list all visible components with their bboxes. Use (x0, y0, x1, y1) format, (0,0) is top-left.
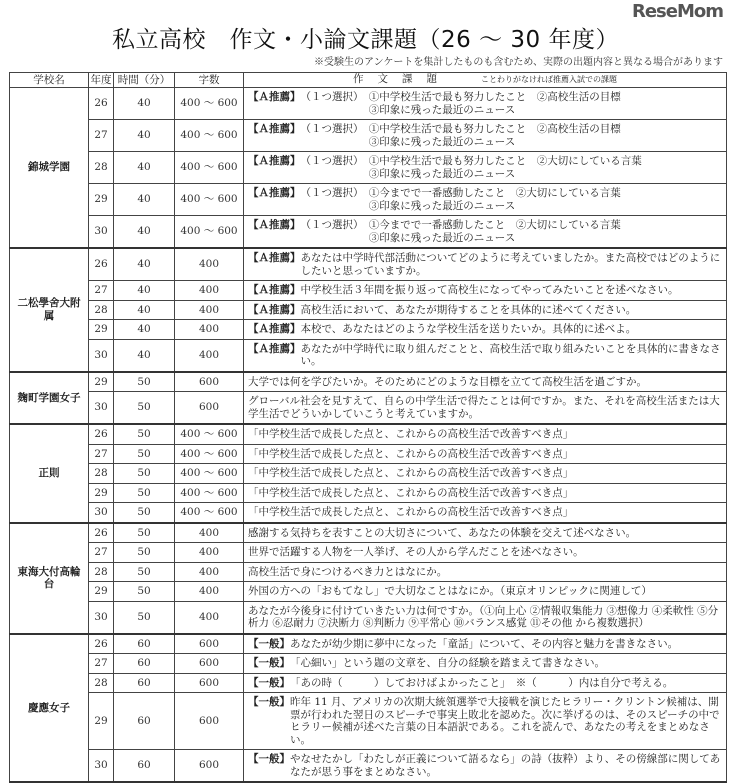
topic-cell (244, 601, 727, 634)
topic-tag: 【Ａ推薦】 (248, 91, 301, 103)
table-row (10, 503, 727, 523)
table-row (10, 601, 727, 634)
topic-content (248, 395, 722, 420)
year-cell: 27 (89, 281, 114, 301)
school-name: 麹町学園女子 (10, 372, 89, 425)
topic-content (248, 696, 722, 746)
year-cell: 29 (89, 184, 114, 216)
topic-line: 「心細い」という題の文章を、自分の経験を踏まえて書きなさい。 (290, 657, 605, 669)
time-cell: 50 (114, 523, 175, 543)
topic-cell (244, 300, 727, 320)
topic-select-note: （１つ選択） (300, 155, 369, 167)
char-count-cell: 400 (175, 339, 244, 372)
topic-cell (244, 654, 727, 674)
time-cell: 40 (114, 184, 175, 216)
topic-text (290, 696, 722, 746)
topic-content (248, 323, 722, 336)
topic-content (248, 304, 722, 317)
topic-tag: 【Ａ推薦】 (248, 252, 301, 264)
topic-text (369, 187, 621, 212)
topic-select-note: （１つ選択） (300, 187, 369, 199)
topic-text (290, 677, 673, 690)
topic-cell (244, 372, 727, 392)
year-cell: 30 (89, 216, 114, 249)
topic-cell (244, 152, 727, 184)
topic-cell (244, 503, 727, 523)
header-topic (244, 73, 727, 88)
table-row (10, 543, 727, 563)
year-cell: 28 (89, 300, 114, 320)
topic-text (369, 123, 621, 148)
topic-content (248, 123, 722, 148)
school-name: 慶應女子 (10, 634, 89, 783)
char-count-cell: 400 (175, 582, 244, 602)
topic-text (248, 566, 447, 579)
table-row (10, 673, 727, 693)
year-cell: 30 (89, 392, 114, 425)
topic-line: ③印象に残った最近のニュース (368, 231, 516, 244)
topic-tag: 【一般】 (248, 657, 290, 669)
table-row (10, 152, 727, 184)
time-cell: 40 (114, 120, 175, 152)
topic-cell (244, 120, 727, 152)
topic-text (290, 638, 678, 651)
table-row (10, 693, 727, 750)
topic-cell (244, 339, 727, 372)
topic-cell (244, 693, 727, 750)
topic-cell (244, 184, 727, 216)
topic-content (248, 376, 722, 389)
time-cell: 40 (114, 281, 175, 301)
header-topic-note: ことわりがなければ推薦入試での課題 (481, 75, 617, 85)
table-row (10, 281, 727, 301)
topic-line: ①中学校生活で最も努力したこと ②高校生活の目標 (368, 91, 621, 103)
topic-tag: 【一般】 (248, 696, 290, 708)
topic-line: ③印象に残った最近のニュース (368, 103, 516, 116)
topic-cell (244, 464, 727, 484)
topic-tag: 【一般】 (248, 753, 290, 765)
topic-tag: 【Ａ推薦】 (248, 187, 301, 199)
char-count-cell: 400 ～ 600 (175, 184, 244, 216)
time-cell: 40 (114, 320, 175, 340)
topic-tag: 【Ａ推薦】 (248, 323, 301, 335)
topic-content (248, 527, 722, 540)
char-count-cell: 400 ～ 600 (175, 216, 244, 249)
school-name: 正則 (10, 424, 89, 523)
char-count-cell: 400 ～ 600 (175, 152, 244, 184)
topic-line: ①中学校生活で最も努力したこと ②大切にしている言葉 (368, 155, 642, 167)
table-body (10, 88, 727, 783)
header-chars: 字数 (175, 73, 244, 88)
topic-line: ③印象に残った最近のニュース (368, 199, 516, 212)
char-count-cell: 400 ～ 600 (175, 464, 244, 484)
topic-content (248, 753, 722, 778)
topic-line: ③印象に残った最近のニュース (368, 167, 516, 180)
topic-content (248, 677, 722, 690)
year-cell: 26 (89, 88, 114, 120)
table-row (10, 300, 727, 320)
topic-content (248, 448, 722, 461)
topic-text (301, 304, 637, 317)
year-cell: 26 (89, 634, 114, 654)
topic-cell (244, 248, 727, 281)
topic-content (248, 506, 722, 519)
topic-cell (244, 216, 727, 249)
char-count-cell: 400 ～ 600 (175, 424, 244, 444)
year-cell: 28 (89, 562, 114, 582)
table-row (10, 444, 727, 464)
topic-line: 感謝する気持ちを表すことの大切さについて、あなたの体験を交えて述べなさい。 (248, 526, 637, 539)
topic-text (248, 448, 573, 461)
topic-text (248, 585, 652, 598)
header-time: 時間（分） (114, 73, 175, 88)
header-year: 年度 (90, 73, 112, 86)
topic-content (248, 219, 722, 244)
topic-text (369, 219, 621, 244)
time-cell: 50 (114, 562, 175, 582)
char-count-cell: 600 (175, 634, 244, 654)
topic-text (290, 753, 722, 778)
year-cell: 27 (89, 120, 114, 152)
year-cell: 27 (89, 654, 114, 674)
school-name: 東海大付高輪台 (10, 523, 89, 634)
char-count-cell: 400 (175, 281, 244, 301)
header-topic-label: 作文課題 (353, 73, 451, 86)
char-count-cell: 400 ～ 600 (175, 483, 244, 503)
table-row (10, 216, 727, 249)
time-cell: 40 (114, 300, 175, 320)
year-cell: 27 (89, 444, 114, 464)
topic-text (290, 657, 605, 670)
time-cell: 60 (114, 634, 175, 654)
topic-content (248, 467, 722, 480)
topic-cell (244, 634, 727, 654)
year-cell: 29 (89, 582, 114, 602)
year-cell: 27 (89, 543, 114, 563)
table-row (10, 424, 727, 444)
topic-line: 昨年 11 月、アメリカの次期大統領選挙で大接戦を演じたヒラリー・クリントン候補は、開票が行われた翌日のスピーチで事実上敗北を認めた。次に挙げるのは、そのスピーチの中でヒラリー候補が述べた言葉の日本語訳である。これを読んで、あなたの考えをまとめなさい。 (290, 696, 720, 746)
topic-cell (244, 750, 727, 783)
page-title: 私立高校 作文・小論文課題（26 ～ 30 年度） (112, 27, 619, 53)
time-cell: 50 (114, 444, 175, 464)
topic-content (248, 91, 722, 116)
topic-content (248, 155, 722, 180)
year-cell: 26 (89, 523, 114, 543)
char-count-cell: 400 (175, 248, 244, 281)
topic-text (248, 376, 647, 389)
table-row (10, 372, 727, 392)
time-cell: 60 (114, 654, 175, 674)
topic-cell (244, 483, 727, 503)
topic-content (248, 605, 722, 630)
school-name: 錦城学園 (10, 88, 89, 249)
topic-cell (244, 392, 727, 425)
topic-text (248, 506, 573, 519)
topic-content (248, 284, 722, 297)
char-count-cell: 400 ～ 600 (175, 120, 244, 152)
topic-content (248, 657, 722, 670)
table-row (10, 88, 727, 120)
time-cell: 50 (114, 464, 175, 484)
topic-tag: 【Ａ推薦】 (248, 342, 301, 355)
time-cell: 50 (114, 543, 175, 563)
char-count-cell: 600 (175, 372, 244, 392)
topic-line: 「中学校生活で成長した点と、これからの高校生活で改善すべき点」 (248, 447, 574, 460)
char-count-cell: 400 ～ 600 (175, 88, 244, 120)
topic-line: 「中学校生活で成長した点と、これからの高校生活で改善すべき点」 (248, 428, 574, 440)
char-count-cell: 400 (175, 543, 244, 563)
table-row (10, 562, 727, 582)
topic-text (301, 323, 637, 336)
time-cell: 40 (114, 339, 175, 372)
table-row (10, 582, 727, 602)
topic-tag: 【一般】 (248, 637, 290, 650)
time-cell: 60 (114, 673, 175, 693)
topic-content (248, 343, 722, 368)
topic-line: 高校生活において、あなたが期待することを具体的に述べてください。 (300, 303, 637, 316)
table-row (10, 750, 727, 783)
year-cell: 30 (89, 339, 114, 372)
year-cell: 29 (89, 320, 114, 340)
table-row (10, 634, 727, 654)
table-header-row (10, 73, 727, 88)
topic-content (248, 487, 722, 500)
char-count-cell: 600 (175, 693, 244, 750)
char-count-cell: 400 (175, 523, 244, 543)
char-count-cell: 400 (175, 601, 244, 634)
time-cell: 50 (114, 582, 175, 602)
table-row (10, 392, 727, 425)
topic-line: あなたが今後身に付けていきたい力は何ですか。（①向上心 ②情報収集能力 ③想像力 ④柔軟性 ⑤分析力 ⑥忍耐力 ⑦決断力 ⑧判断力 ⑨平常心 ⑩バランス感覚 ⑪その他 から複数選択） (248, 604, 719, 629)
char-count-cell: 600 (175, 750, 244, 783)
year-cell: 30 (89, 601, 114, 634)
year-cell: 29 (89, 372, 114, 392)
topic-line: 「あの時（ ）しておけばよかったこと」 ※（ ）内は自分で考える。 (290, 676, 674, 689)
topic-line: 高校生活で身につけるべき力とはなにか。 (248, 565, 448, 578)
table-row (10, 464, 727, 484)
topic-text (301, 343, 723, 368)
topic-text (369, 155, 642, 180)
table-row (10, 320, 727, 340)
topic-tag: 【Ａ推薦】 (248, 284, 301, 296)
topic-tag: 【一般】 (248, 676, 290, 689)
topic-text (248, 467, 573, 480)
char-count-cell: 400 (175, 562, 244, 582)
topic-cell (244, 281, 727, 301)
topic-line: グローバル社会を見すえて、自らの中学生活で得たことは何ですか。また、それを高校生活または大学生活でどういかしていこうと考えていますか。 (248, 395, 720, 420)
topic-tag: 【Ａ推薦】 (248, 303, 301, 316)
year-cell: 26 (89, 424, 114, 444)
topic-line: 「中学校生活で成長した点と、これからの高校生活で改善すべき点」 (248, 467, 574, 479)
topic-line: 世界で活躍する人物を一人挙げ、その人から学んだことを述べなさい。 (248, 546, 584, 558)
time-cell: 60 (114, 693, 175, 750)
topic-text (248, 546, 584, 559)
char-count-cell: 400 (175, 320, 244, 340)
char-count-cell: 600 (175, 654, 244, 674)
topic-content (248, 252, 722, 277)
topic-cell (244, 543, 727, 563)
time-cell: 60 (114, 750, 175, 783)
topic-text (369, 91, 621, 116)
topic-line: 中学校生活３年間を振り返って高校生になってやってみたいことを述べなさい。 (300, 284, 679, 296)
essay-topics-table (9, 72, 727, 783)
table-row (10, 248, 727, 281)
topic-content (248, 566, 722, 579)
disclaimer-note: ※受験生のアンケートを集計したものも含むため、実際の出題内容と異なる場合があります (314, 57, 723, 68)
header-school: 学校名 (10, 73, 89, 88)
year-cell: 28 (89, 152, 114, 184)
char-count-cell: 600 (175, 392, 244, 425)
topic-line: ①今までで一番感動したこと ②大切にしている言葉 (368, 187, 621, 199)
topic-text (301, 284, 679, 297)
topic-select-note: （１つ選択） (300, 123, 369, 135)
table-row (10, 523, 727, 543)
topic-tag: 【Ａ推薦】 (248, 219, 301, 231)
topic-text (248, 527, 636, 540)
topic-select-note: （１つ選択） (300, 219, 369, 231)
topic-cell (244, 562, 727, 582)
time-cell: 50 (114, 392, 175, 425)
time-cell: 50 (114, 483, 175, 503)
topic-text (248, 395, 722, 420)
topic-text (248, 487, 573, 500)
table-row (10, 120, 727, 152)
char-count-cell: 400 ～ 600 (175, 503, 244, 523)
year-cell: 26 (89, 248, 114, 281)
topic-content (248, 428, 722, 441)
table-row (10, 483, 727, 503)
char-count-cell: 400 ～ 600 (175, 444, 244, 464)
topic-line: ①今までで一番感動したこと ②大切にしている言葉 (368, 219, 621, 231)
topic-cell (244, 523, 727, 543)
topic-line: ①中学校生活で最も努力したこと ②高校生活の目標 (368, 123, 621, 135)
time-cell: 40 (114, 88, 175, 120)
topic-cell (244, 444, 727, 464)
topic-text (248, 605, 722, 630)
topic-line: あなたが幼少期に夢中になった「童話」について、その内容と魅力を書きなさい。 (290, 637, 679, 650)
topic-tag: 【Ａ推薦】 (248, 123, 301, 135)
time-cell: 40 (114, 152, 175, 184)
topic-line: 本校で、あなたはどのような学校生活を送りたいか。具体的に述べよ。 (300, 323, 637, 335)
year-cell: 28 (89, 464, 114, 484)
topic-line: ③印象に残った最近のニュース (368, 135, 516, 148)
table-row (10, 184, 727, 216)
topic-content (248, 585, 722, 598)
year-cell: 29 (89, 693, 114, 750)
school-name: 二松學舍大附属 (10, 248, 89, 372)
time-cell: 50 (114, 372, 175, 392)
time-cell: 50 (114, 424, 175, 444)
char-count-cell: 400 (175, 300, 244, 320)
topic-cell (244, 582, 727, 602)
year-cell: 29 (89, 483, 114, 503)
topic-content (248, 187, 722, 212)
topic-cell (244, 673, 727, 693)
topic-line: 大学では何を学びたいか。そのためにどのような目標を立てて高校生活を過ごすか。 (248, 375, 647, 388)
topic-content (248, 638, 722, 651)
year-cell: 28 (89, 673, 114, 693)
topic-line: あなたは中学時代部活動についてどのように考えていましたか。また高校ではどのようにしたいと思っていますか。 (300, 252, 721, 277)
topic-content (248, 546, 722, 559)
topic-line: あなたが中学時代に取り組んだことと、高校生活で取り組みたいことを具体的に書きなさい。 (300, 342, 721, 367)
year-cell: 30 (89, 503, 114, 523)
topic-line: 「中学校生活で成長した点と、これからの高校生活で改善すべき点」 (248, 506, 574, 518)
topic-cell (244, 424, 727, 444)
time-cell: 40 (114, 216, 175, 249)
topic-text (301, 252, 723, 277)
char-count-cell: 600 (175, 673, 244, 693)
topic-line: 外国の方への「おもてなし」で大切なことはなにか。（東京オリンピックに関連して） (248, 585, 652, 597)
time-cell: 40 (114, 248, 175, 281)
topic-select-note: （１つ選択） (300, 91, 369, 103)
table-row (10, 654, 727, 674)
year-cell: 30 (89, 750, 114, 783)
topic-text (248, 428, 573, 441)
topic-line: 「中学校生活で成長した点と、これからの高校生活で改善すべき点」 (248, 486, 574, 499)
topic-cell (244, 320, 727, 340)
table-row (10, 339, 727, 372)
topic-line: やなせたかし「わたしが正義について語るなら」の詩（抜粋）より、その傍線部に関してあなたが思う事をまとめなさい。 (290, 753, 721, 778)
time-cell: 50 (114, 503, 175, 523)
topic-tag: 【Ａ推薦】 (248, 155, 301, 167)
resemom-watermark-logo: ReseMom (631, 1, 723, 22)
topic-cell (244, 88, 727, 120)
time-cell: 50 (114, 601, 175, 634)
